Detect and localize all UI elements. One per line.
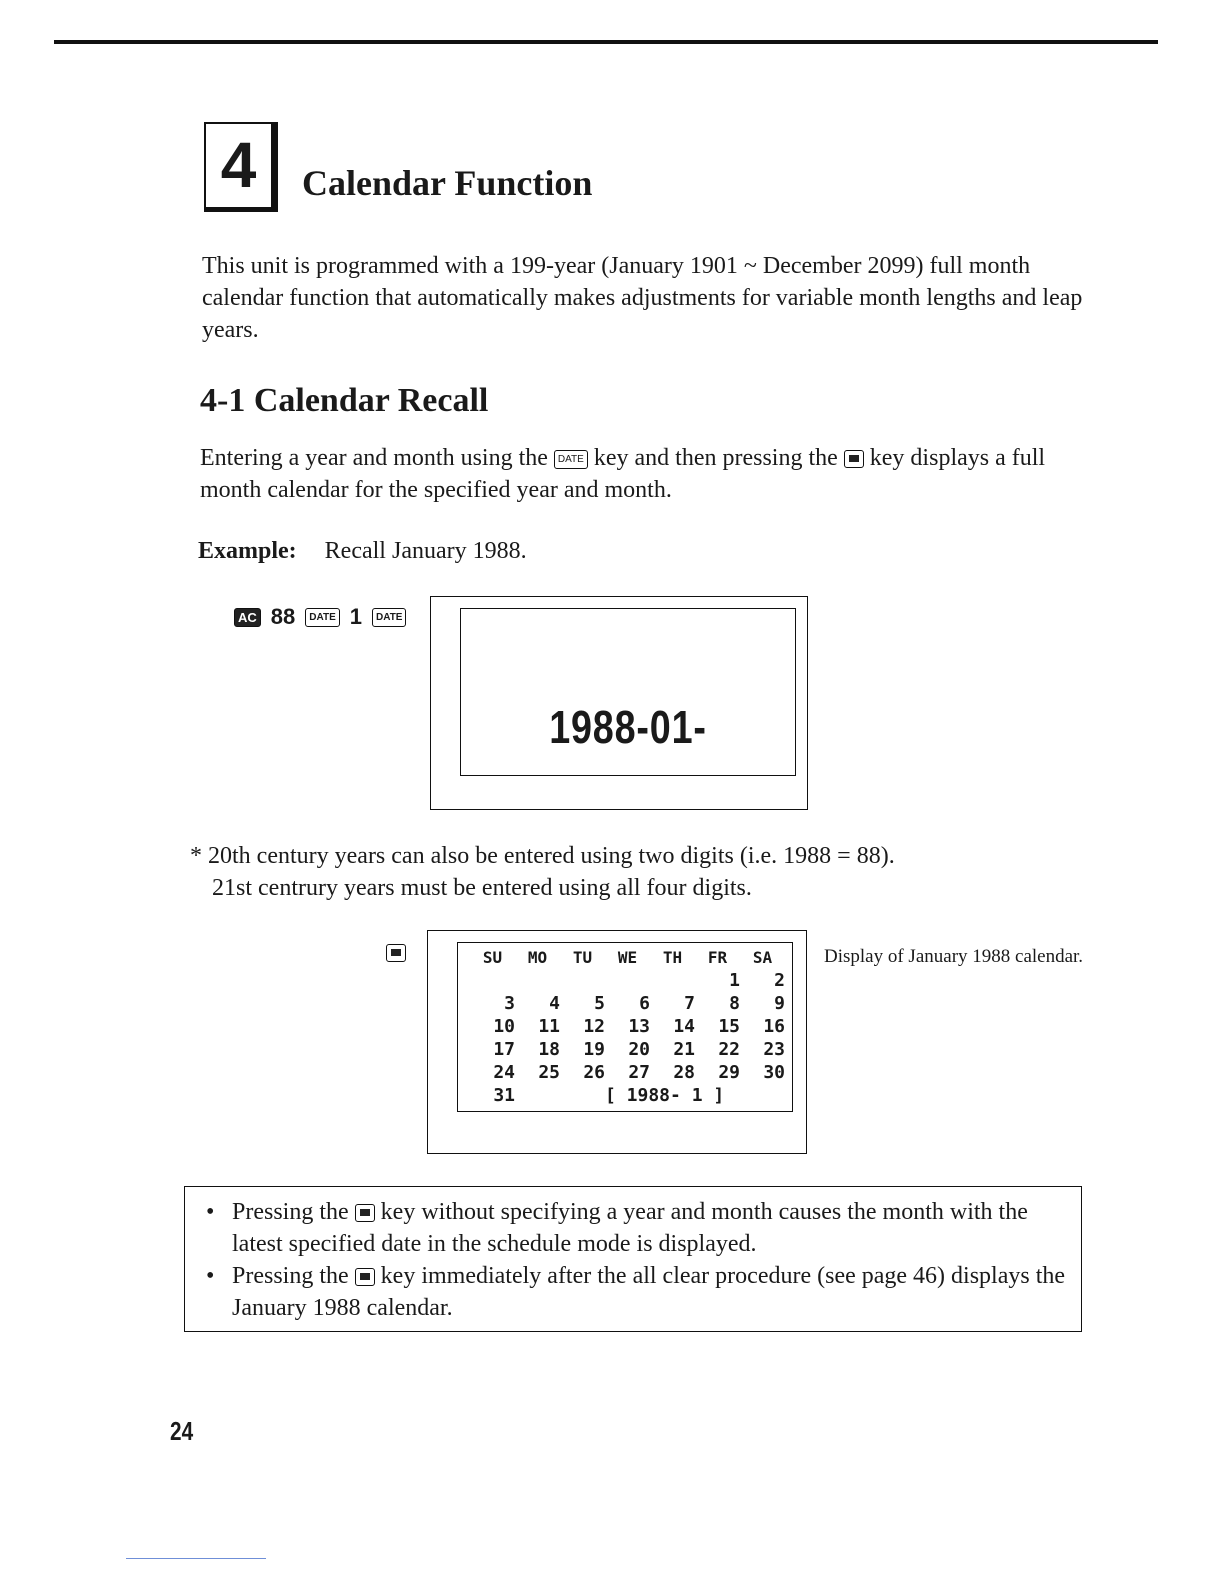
ac-key-icon: AC	[234, 608, 261, 627]
display-key-icon	[844, 450, 864, 468]
date-key-icon: DATE	[372, 608, 406, 627]
calendar-caption: Display of January 1988 calendar.	[824, 946, 1084, 967]
display-key-icon	[386, 944, 406, 962]
day-cell: 7	[684, 993, 695, 1014]
day-cell: 21	[673, 1039, 695, 1060]
day-cell	[515, 1084, 560, 1107]
day-cell: 18	[538, 1039, 560, 1060]
day-header: FR	[707, 948, 728, 967]
recall-text-2: key and then pressing the	[593, 445, 838, 471]
day-cell: 24	[493, 1062, 515, 1083]
note-text-end: key without specifying a year and month causes the month with the latest specified date in the schedule mode is displayed.	[232, 1199, 1028, 1257]
day-cell: 26	[583, 1062, 605, 1083]
day-cell: 22	[718, 1039, 740, 1060]
day-cell: 30	[763, 1062, 785, 1083]
note-line-1	[190, 840, 1110, 872]
note-text	[232, 1196, 1066, 1260]
calendar-grid	[470, 946, 785, 1107]
recall-paragraph	[200, 442, 1100, 506]
display-key-icon	[355, 1204, 375, 1222]
day-header: MO	[527, 948, 548, 967]
day-cell: 25	[538, 1062, 560, 1083]
calendar-week	[470, 969, 785, 992]
page-number: 24	[170, 1416, 194, 1446]
top-rule	[54, 40, 1158, 44]
example-text: Recall January 1988.	[324, 538, 527, 564]
intro-paragraph: This unit is programmed with a 199-year (January 1901 ~ December 2099) full month calendar function that automatically makes adjustments for variable month lengths and leap years.	[202, 253, 1083, 343]
two-digit-note	[190, 840, 1110, 904]
calendar-step-key	[386, 944, 406, 962]
day-cell: 16	[763, 1016, 785, 1037]
note-text-start: Pressing the	[232, 1263, 349, 1289]
notes-list	[206, 1196, 1066, 1324]
key-input-88: 88	[270, 604, 296, 629]
note-text-end: key immediately after the all clear procedure (see page 46) displays the January 1988 calendar.	[232, 1263, 1066, 1321]
chapter-title: Calendar Function	[302, 163, 593, 203]
asterisk: *	[190, 843, 202, 869]
calendar-week	[470, 1084, 785, 1107]
bullet: •	[206, 1263, 215, 1289]
calendar-header-row	[470, 946, 785, 969]
day-header: SA	[752, 948, 773, 967]
day-cell: 12	[583, 1016, 605, 1037]
day-cell: 17	[493, 1039, 515, 1060]
day-cell: 5	[594, 993, 605, 1014]
day-cell: 10	[493, 1016, 515, 1037]
chapter-number-box	[204, 122, 278, 212]
day-header: SU	[482, 948, 503, 967]
display-readout: 1988-01-	[549, 701, 707, 753]
day-cell: 3	[504, 993, 515, 1014]
day-cell: 4	[549, 993, 560, 1014]
scan-artifact-line	[126, 1558, 266, 1559]
day-cell: 2	[774, 970, 785, 991]
day-cell: 23	[763, 1039, 785, 1060]
day-cell: 6	[639, 993, 650, 1014]
chapter-number: 4	[220, 129, 257, 201]
note-text-1: 20th century years can also be entered using two digits (i.e. 1988 = 88).	[208, 843, 895, 869]
calendar-week	[470, 1038, 785, 1061]
calendar-month-indicator: [ 1988- 1 ]	[605, 1085, 725, 1106]
calendar-week	[470, 992, 785, 1015]
recall-text-3: key displays a full month calendar for the specified year and month.	[200, 445, 1046, 503]
day-cell	[470, 969, 515, 992]
day-cell: 13	[628, 1016, 650, 1037]
day-cell: 11	[538, 1016, 560, 1037]
note-item	[206, 1260, 1066, 1324]
example-label: Example:	[198, 538, 297, 564]
day-cell: 14	[673, 1016, 695, 1037]
calendar-week	[470, 1061, 785, 1084]
date-key-icon: DATE	[554, 450, 588, 469]
note-item	[206, 1196, 1066, 1260]
day-cell: 20	[628, 1039, 650, 1060]
note-text-start: Pressing the	[232, 1199, 349, 1225]
day-header: WE	[617, 948, 638, 967]
day-cell	[560, 969, 605, 992]
key-sequence	[234, 604, 406, 630]
bullet: •	[206, 1199, 215, 1225]
day-header: TU	[572, 948, 593, 967]
example	[198, 538, 527, 565]
day-cell: 28	[673, 1062, 695, 1083]
recall-text-1: Entering a year and month using the	[200, 445, 548, 471]
calendar-week	[470, 1015, 785, 1038]
key-input-1: 1	[349, 604, 362, 629]
day-cell: 27	[628, 1062, 650, 1083]
display-key-icon	[355, 1268, 375, 1286]
day-cell	[560, 1084, 605, 1107]
day-cell: 19	[583, 1039, 605, 1060]
day-cell	[605, 969, 650, 992]
day-cell: 9	[774, 993, 785, 1014]
date-key-icon: DATE	[305, 608, 339, 627]
note-line-2: 21st centrury years must be entered using all four digits.	[212, 875, 752, 901]
note-text	[232, 1260, 1066, 1324]
day-cell: 29	[718, 1062, 740, 1083]
day-cell: 8	[729, 993, 740, 1014]
day-header: TH	[662, 948, 683, 967]
day-cell: 15	[718, 1016, 740, 1037]
day-cell: 31	[493, 1085, 515, 1106]
section-title: 4-1 Calendar Recall	[200, 382, 489, 419]
day-cell	[650, 969, 695, 992]
day-cell: 1	[729, 970, 740, 991]
day-cell	[515, 969, 560, 992]
